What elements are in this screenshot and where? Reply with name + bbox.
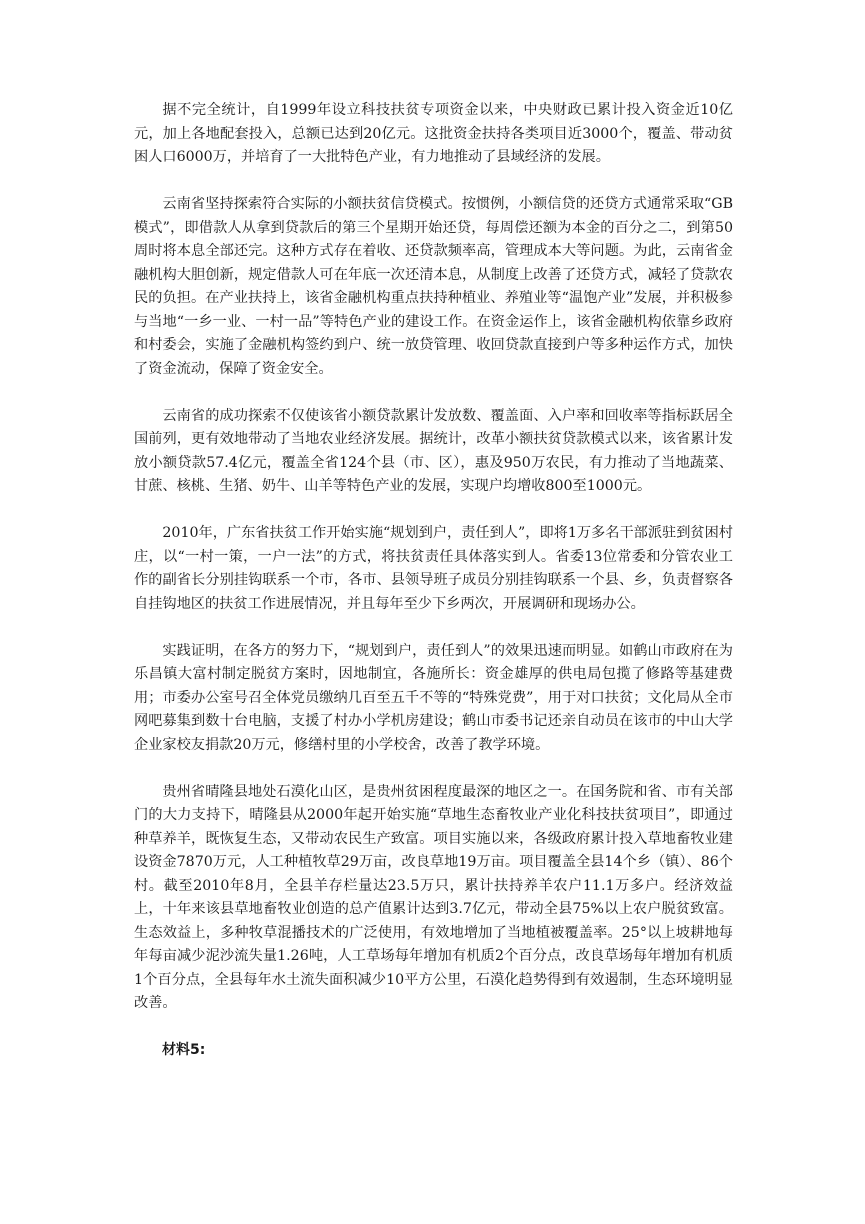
- section-heading: 材料5:: [162, 1042, 206, 1058]
- paragraph-guangdong-plan: 2010年，广东省扶贫工作开始实施“规划到户，责任到人”，即将1万多名干部派驻到贫困村庄，以“一村一策，一户一法”的方式，将扶贫责任具体落实到人。省委13位常委和分管农业工作的副省长分别挂钩联系一个市，各市、县领导班子成员分别挂钩联系一个县、乡，负责督察各自挂钩地区的扶贫工作进展情况，并且每年至少下乡两次，开展调研和现场办公。: [134, 525, 733, 612]
- paragraph-heshan-practice: 实践证明，在各方的努力下，“规划到户，责任到人”的效果迅速而明显。如鹤山市政府在为乐昌镇大富村制定脱贫方案时，因地制宜，各施所长：资金雄厚的供电局包揽了修路等基建费用；市委办公室号召全体党员缴纳几百至五千不等的“特殊党费”，用于对口扶贫；文化局从全市网吧募集到数十台电脑，支援了村办小学机房建设；鹤山市委书记还亲自动员在该市的中山大学企业家校友捐款20万元，修缮村里的小学校舍，改善了教学环境。: [134, 642, 733, 753]
- document-body: [134, 99, 733, 1063]
- paragraph-yunnan-results: 云南省的成功探索不仅使该省小额贷款累计发放数、覆盖面、入户率和回收率等指标跃居全国前列，更有效地带动了当地农业经济发展。据统计，改革小额扶贫贷款模式以来，该省累计发放小额贷款57.4亿元，覆盖全省124个县（市、区），惠及950万农民，有力推动了当地蔬菜、甘蔗、核桃、生猪、奶牛、山羊等特色产业的发展，实现户均增收800至1000元。: [134, 407, 733, 494]
- paragraph-tech-poverty-fund: 据不完全统计，自1999年设立科技扶贫专项资金以来，中央财政已累计投入资金近10亿元，加上各地配套投入，总额已达到20亿元。这批资金扶持各类项目近3000个，覆盖、带动贫困人口6000万，并培育了一大批特色产业，有力地推动了县域经济的发展。: [134, 102, 733, 165]
- paragraph-guizhou-qinglong: 贵州省晴隆县地处石漠化山区，是贵州贫困程度最深的地区之一。在国务院和省、市有关部门的大力支持下，晴隆县从2000年起开始实施“草地生态畜牧业产业化科技扶贫项目”，即通过种草养羊，既恢复生态，又带动农民生产致富。项目实施以来，各级政府累计投入草地畜牧业建设资金7870万元，人工种植牧草29万亩，改良草地19万亩。项目覆盖全县14个乡（镇）、86个村。截至2010年8月，全县羊存栏量达23.5万只，累计扶持养羊农户11.1万多户。经济效益上，十年来该县草地畜牧业创造的总产值累计达到3.7亿元，带动全县75%以上农户脱贫致富。生态效益上，多种牧草混播技术的广泛使用，有效地增加了当地植被覆盖率。25°以上坡耕地每年每亩减少泥沙流失量1.26吨，人工草场每年增加有机质2个百分点，改良草场每年增加有机质1个百分点，全县每年水土流失面积减少10平方公里，石漠化趋势得到有效遏制，生态环境明显改善。: [134, 783, 733, 1011]
- paragraph-yunnan-microcredit: 云南省坚持探索符合实际的小额扶贫信贷模式。按惯例，小额信贷的还贷方式通常采取“GB模式”，即借款人从拿到贷款后的第三个星期开始还贷，每周偿还额为本金的百分之二，到第50周时将本息全部还完。这种方式存在着收、还贷款频率高，管理成本大等问题。为此，云南省金融机构大胆创新，规定借款人可在年底一次还清本息，从制度上改善了还贷方式，减轻了贷款农民的负担。在产业扶持上，该省金融机构重点扶持种植业、养殖业等“温饱产业”发展，并积极参与当地“一乡一业、一村一品”等特色产业的建设工作。在资金运作上，该省金融机构依靠乡政府和村委会，实施了金融机构签约到户、统一放贷管理、收回贷款直接到户等多种运作方式，加快了资金流动，保障了资金安全。: [134, 196, 733, 377]
